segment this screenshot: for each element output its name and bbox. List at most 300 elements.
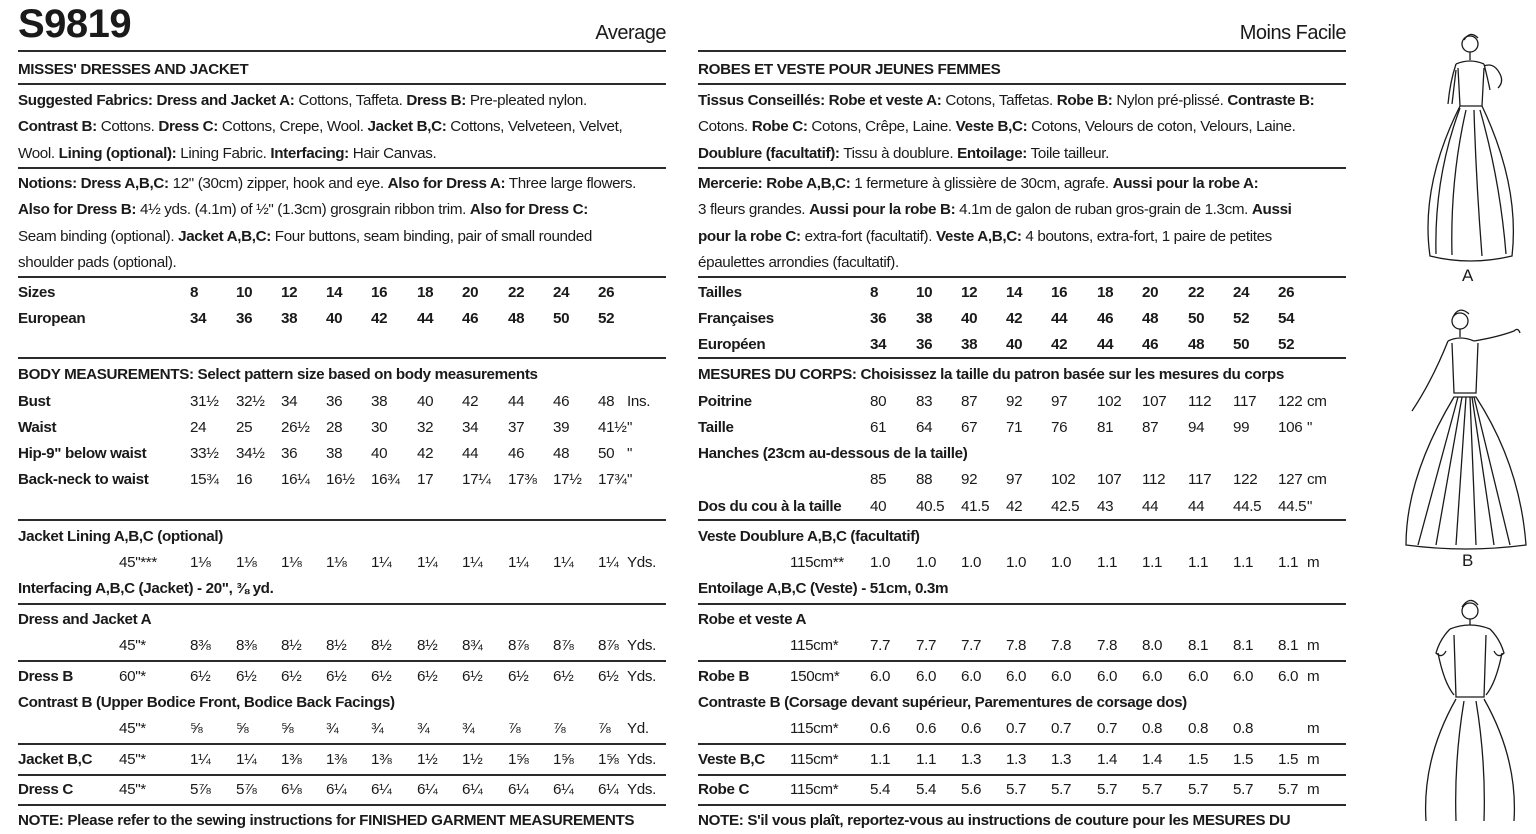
table-cell: 50 [598, 445, 615, 462]
table-cell: 99 [1233, 419, 1250, 436]
unit-label: " [627, 471, 633, 488]
table-cell: ¾ [326, 720, 339, 737]
table-cell: 0.8 [1233, 720, 1254, 737]
table-cell: 34 [190, 310, 207, 327]
bold-run: Robe B: [1056, 92, 1113, 109]
table-cell: 7.7 [961, 637, 982, 654]
table-cell: 0.6 [916, 720, 937, 737]
table-cell: 1¼ [598, 554, 619, 571]
table-cell: 37 [508, 419, 525, 436]
table-cell: 92 [961, 471, 978, 488]
table-cell: 1.3 [1051, 751, 1072, 768]
table-cell: 0.8 [1188, 720, 1209, 737]
text-run: 4 boutons, extra-fort, 1 paire de petites [1021, 227, 1272, 245]
dress-c-row [18, 777, 666, 803]
dress-jacket-a-label: Dress and Jacket A [18, 611, 152, 628]
table-cell: 8½ [326, 637, 347, 654]
text-run: Toile tailleur. [1027, 144, 1109, 162]
interfacing-text: Interfacing A,B,C (Jacket) - 20", ⅜ yd. [18, 580, 274, 597]
divider [18, 519, 666, 521]
table-cell: 1.4 [1097, 751, 1118, 768]
unit-label: m [1307, 668, 1320, 685]
row-label: Robe C [698, 781, 750, 798]
table-cell: 6.0 [1142, 668, 1163, 685]
table-cell: 42 [1006, 310, 1023, 327]
table-cell: 24 [553, 284, 570, 301]
table-cell: 112 [1142, 471, 1166, 488]
table-cell: 44 [462, 445, 479, 462]
text-line [18, 224, 666, 250]
table-cell: 6½ [281, 668, 302, 685]
european-label: European [18, 310, 86, 327]
table-cell: 8.0 [1142, 637, 1163, 654]
unit-label: m [1307, 720, 1320, 737]
text-line [18, 141, 666, 167]
text-run: 3 fleurs grandes. [698, 201, 810, 219]
figure-label-b: B [1462, 551, 1474, 570]
row-label: Taille [698, 419, 734, 436]
table-cell: 41½ [598, 419, 627, 436]
table-cell: 40 [961, 310, 978, 327]
table-cell: 6¼ [598, 781, 619, 798]
fabric-width: 45"* [119, 751, 146, 768]
table-cell: 43 [1097, 498, 1114, 515]
robe-b-row [698, 664, 1346, 690]
table-cell: 127 [1278, 471, 1303, 488]
unit-label: m [1307, 781, 1320, 798]
table-cell: 1.0 [1006, 554, 1027, 571]
table-cell: 46 [1097, 310, 1114, 327]
robe-veste-a-label: Robe et veste A [698, 611, 807, 628]
table-cell: 8½ [417, 637, 438, 654]
hip-row [18, 441, 666, 467]
divider [18, 774, 666, 776]
table-cell: 40 [1006, 336, 1023, 353]
table-cell: 6¼ [326, 781, 347, 798]
table-cell: 7.8 [1006, 637, 1027, 654]
mercerie [698, 171, 1346, 277]
table-cell: 1.1 [1097, 554, 1118, 571]
dos-row [698, 494, 1346, 520]
table-cell: 6½ [371, 668, 392, 685]
table-cell: 48 [553, 445, 570, 462]
table-cell: 6.0 [1278, 668, 1299, 685]
table-cell: 1.4 [1142, 751, 1163, 768]
table-cell: 1⅜ [371, 751, 392, 768]
divider [698, 83, 1346, 85]
veste-bc-row [698, 747, 1346, 773]
text-run: Wool. [18, 144, 59, 162]
hanches-label: Hanches (23cm au-dessous de la taille) [698, 445, 968, 462]
table-cell: 32 [417, 419, 434, 436]
table-cell: 15¾ [190, 471, 219, 488]
divider [18, 357, 666, 359]
divider [18, 743, 666, 745]
unit-label: Yds. [627, 554, 656, 571]
table-cell: 1⅝ [553, 751, 574, 768]
table-cell: 7.7 [916, 637, 937, 654]
entoilage-text: Entoilage A,B,C (Veste) - 51cm, 0.3m [698, 580, 949, 597]
table-cell: 6¼ [371, 781, 392, 798]
table-cell: 1.0 [870, 554, 891, 571]
table-cell: 5.7 [1142, 781, 1163, 798]
text-line [698, 88, 1346, 114]
pattern-number: S9819 [18, 2, 132, 46]
text-run: extra-fort (facultatif). [800, 227, 936, 245]
text-run: Cottons. [96, 118, 159, 136]
table-cell: 85 [870, 471, 887, 488]
table-cell: 46 [462, 310, 479, 327]
table-cell: 16 [1051, 284, 1068, 301]
bold-run: Veste A,B,C: [935, 227, 1022, 245]
table-cell: 1.1 [1233, 554, 1254, 571]
table-cell: 52 [1233, 310, 1250, 327]
divider [18, 167, 666, 169]
table-cell: 6⅛ [281, 781, 302, 798]
text-line [698, 250, 1346, 276]
table-cell: 52 [598, 310, 615, 327]
table-cell: 122 [1233, 471, 1258, 488]
table-cell: 17⅜ [508, 471, 537, 488]
table-cell: 6½ [190, 668, 211, 685]
divider [698, 660, 1346, 662]
difficulty-label: Moins Facile [1239, 22, 1346, 44]
table-cell: 1.3 [1006, 751, 1027, 768]
table-cell: ¾ [371, 720, 384, 737]
table-cell: 33½ [190, 445, 219, 462]
text-line [698, 114, 1346, 140]
figure-label-a: A [1462, 266, 1474, 285]
table-cell: 1.0 [961, 554, 982, 571]
table-cell: 17 [417, 471, 434, 488]
table-cell: 52 [1278, 336, 1295, 353]
text-run: Nylon pré-plissé. [1112, 92, 1228, 109]
table-cell: 80 [870, 393, 887, 410]
table-cell: 44 [1188, 498, 1205, 515]
table-cell: 16 [371, 284, 388, 301]
table-cell: 38 [281, 310, 298, 327]
table-cell: 5.7 [1188, 781, 1209, 798]
jacket-lining-label: Jacket Lining A,B,C (optional) [18, 528, 223, 545]
bold-run: Jacket A,B,C: [178, 227, 271, 245]
table-cell: 8⅞ [598, 637, 619, 654]
table-cell: 87 [961, 393, 978, 410]
table-cell: 1⅛ [281, 554, 302, 571]
table-cell: 97 [1051, 393, 1068, 410]
table-cell: 40.5 [916, 498, 945, 515]
table-cell: 44 [508, 393, 525, 410]
suggested-fabrics [18, 88, 666, 167]
table-cell: 7.8 [1097, 637, 1118, 654]
bust-row [18, 389, 666, 415]
table-cell: 5.4 [916, 781, 937, 798]
fabric-width: 150cm* [790, 668, 840, 685]
fabric-width: 45"* [119, 637, 146, 654]
table-cell: 1¼ [462, 554, 483, 571]
table-cell: 22 [508, 284, 525, 301]
unit-label: Ins. [627, 393, 651, 410]
table-cell: 36 [326, 393, 343, 410]
table-cell: 1¼ [508, 554, 529, 571]
table-cell: 48 [1188, 336, 1205, 353]
table-cell: 6.0 [961, 668, 982, 685]
table-cell: 12 [281, 284, 298, 301]
robe-c-row [698, 777, 1346, 803]
text-run: Pre-pleated nylon. [466, 92, 587, 109]
bold-run: Also for Dress B: [18, 201, 137, 219]
table-cell: 97 [1006, 471, 1023, 488]
table-cell: 8⅞ [508, 637, 529, 654]
tailles-row [698, 280, 1346, 306]
divider [698, 357, 1346, 359]
table-cell: 16¼ [281, 471, 310, 488]
table-cell: 6½ [462, 668, 483, 685]
text-run: Lining Fabric. [176, 144, 271, 162]
table-cell: 20 [1142, 284, 1159, 301]
text-run: Cottons, Crepe, Wool. [218, 118, 368, 136]
table-cell: 42 [1006, 498, 1023, 515]
text-run: 12" (30cm) zipper, hook and eye. [168, 175, 388, 192]
table-cell: 46 [1142, 336, 1159, 353]
bold-run: Veste B,C: [955, 118, 1028, 136]
text-line [698, 197, 1346, 223]
unit-label: Yds. [627, 781, 656, 798]
table-cell: 5.7 [1051, 781, 1072, 798]
table-cell: ⅞ [508, 720, 521, 737]
mesures-title: MESURES DU CORPS: Choisissez la taille du patron basée sur les mesures du corps [698, 366, 1284, 383]
table-cell: 6¼ [417, 781, 438, 798]
table-cell: 12 [961, 284, 978, 301]
table-cell: 18 [1097, 284, 1114, 301]
table-cell: ⅞ [598, 720, 611, 737]
europeen-label: Européen [698, 336, 766, 353]
table-cell: 6.0 [1233, 668, 1254, 685]
row-label: Poitrine [698, 393, 752, 410]
table-cell: 1⅜ [281, 751, 302, 768]
note-text: NOTE: S'il vous plaît, reportez-vous au instructions de couture pour les MESURES DU [698, 812, 1291, 829]
table-cell: 8½ [281, 637, 302, 654]
table-cell: 40 [870, 498, 887, 515]
divider [18, 50, 666, 52]
table-cell: 71 [1006, 419, 1023, 436]
bold-run: Lining (optional): [58, 144, 177, 162]
table-cell: 22 [1188, 284, 1205, 301]
text-run: shoulder pads (optional). [18, 254, 177, 272]
table-cell: 6¼ [508, 781, 529, 798]
table-cell: 5⅞ [190, 781, 211, 798]
table-cell: 5.7 [1006, 781, 1027, 798]
table-cell: 1⅛ [236, 554, 257, 571]
table-cell: 6½ [508, 668, 529, 685]
veste-doublure-label: Veste Doublure A,B,C (facultatif) [698, 528, 920, 545]
text-run: Cotons. [698, 118, 752, 136]
table-cell: 18 [417, 284, 434, 301]
table-cell: 5.4 [870, 781, 891, 798]
text-line [698, 141, 1346, 167]
table-cell: 40 [371, 445, 388, 462]
divider [18, 276, 666, 278]
unit-label: cm [1307, 471, 1327, 488]
text-run: Cotons, Velours de coton, Velours, Laine. [1027, 118, 1296, 136]
jacket-lining-row [18, 550, 666, 576]
table-cell: 8 [870, 284, 879, 301]
table-cell: 87 [1142, 419, 1159, 436]
table-cell: 6½ [326, 668, 347, 685]
table-cell: 0.7 [1097, 720, 1118, 737]
text-line [18, 197, 666, 223]
francaises-row [698, 306, 1346, 332]
table-cell: 34 [281, 393, 298, 410]
table-cell: 44.5 [1233, 498, 1262, 515]
text-run: Four buttons, seam binding, pair of small rounded [270, 227, 592, 245]
table-cell: 5.6 [961, 781, 982, 798]
text-line [18, 114, 666, 140]
text-run: épaulettes arrondies (facultatif). [698, 254, 899, 272]
table-cell: 44 [1097, 336, 1114, 353]
bold-run: pour la robe C: [698, 227, 801, 245]
table-cell: 1.1 [916, 751, 937, 768]
table-cell: 26 [598, 284, 615, 301]
table-cell: ⅝ [190, 720, 203, 737]
table-cell: 46 [508, 445, 525, 462]
bold-run: Dress C: [158, 118, 219, 136]
table-cell: 0.6 [961, 720, 982, 737]
table-cell: 1.5 [1233, 751, 1254, 768]
table-cell: 38 [961, 336, 978, 353]
table-cell: 1¼ [236, 751, 257, 768]
table-cell: 44 [417, 310, 434, 327]
text-line [18, 250, 666, 276]
fabric-width: 45"* [119, 781, 146, 798]
table-cell: 42 [417, 445, 434, 462]
table-cell: 50 [553, 310, 570, 327]
table-cell: 8⅜ [236, 637, 257, 654]
table-cell: 54 [1278, 310, 1295, 327]
bold-run: Mercerie: Robe A,B,C: [698, 175, 851, 192]
table-cell: 1¼ [417, 554, 438, 571]
contrast-b-row [18, 716, 666, 742]
tissus-conseilles [698, 88, 1346, 167]
bold-run: Contrast B: [18, 118, 97, 136]
table-cell: 26 [1278, 284, 1295, 301]
table-cell: 1.1 [1278, 554, 1299, 571]
row-label: Hip-9" below waist [18, 445, 147, 462]
table-cell: 40 [417, 393, 434, 410]
row-label: Bust [18, 393, 51, 410]
divider [18, 660, 666, 662]
table-cell: 40 [326, 310, 343, 327]
row-label: Dress B [18, 668, 73, 685]
dress-c-illustration [1398, 595, 1536, 821]
text-run: Cotons, Crêpe, Laine. [807, 118, 956, 136]
row-label: Jacket B,C [18, 751, 93, 768]
europeen-row [698, 332, 1346, 358]
fabric-width: 115cm* [790, 781, 839, 798]
table-cell: 1¼ [553, 554, 574, 571]
unit-label: m [1307, 751, 1320, 768]
text-line [18, 88, 666, 114]
table-cell: 50 [1233, 336, 1250, 353]
notions [18, 171, 666, 277]
bold-run: Aussi [1251, 201, 1292, 219]
table-cell: 8⅞ [553, 637, 574, 654]
table-cell: 88 [916, 471, 933, 488]
francaises-label: Françaises [698, 310, 774, 327]
unit-label: " [1307, 419, 1313, 436]
body-measurements-title: BODY MEASUREMENTS: Select pattern size based on body measurements [18, 366, 538, 383]
table-cell: 50 [1188, 310, 1205, 327]
bold-run: Doublure (facultatif): [698, 144, 840, 162]
row-label: Robe B [698, 668, 750, 685]
table-cell: 6.0 [870, 668, 891, 685]
table-cell: 1.1 [1188, 554, 1209, 571]
waist-row [18, 415, 666, 441]
section-title: ROBES ET VESTE POUR JEUNES FEMMES [698, 61, 1001, 78]
divider [698, 50, 1346, 52]
table-cell: 102 [1097, 393, 1122, 410]
fabric-width: 45"*** [119, 554, 157, 571]
row-label: Dress C [18, 781, 73, 798]
table-cell: 36 [916, 336, 933, 353]
contraste-b-row [698, 716, 1346, 742]
table-cell: 1¼ [190, 751, 211, 768]
table-cell: 6¼ [553, 781, 574, 798]
veste-doublure-row [698, 550, 1346, 576]
table-cell: 6½ [598, 668, 619, 685]
table-cell: 92 [1006, 393, 1023, 410]
divider [698, 519, 1346, 521]
table-cell: 6¼ [462, 781, 483, 798]
table-cell: 0.7 [1051, 720, 1072, 737]
fabric-width: 115cm** [790, 554, 844, 571]
table-cell: 48 [508, 310, 525, 327]
table-cell: 0.8 [1142, 720, 1163, 737]
table-cell: 5.7 [1097, 781, 1118, 798]
table-cell: 48 [598, 393, 615, 410]
table-cell: 41.5 [961, 498, 990, 515]
table-cell: 8 [190, 284, 199, 301]
table-cell: 6½ [553, 668, 574, 685]
difficulty-label: Average [595, 22, 666, 44]
table-cell: 28 [326, 419, 343, 436]
table-cell: 20 [462, 284, 479, 301]
table-cell: 6½ [236, 668, 257, 685]
table-cell: 6.0 [916, 668, 937, 685]
table-cell: 24 [1233, 284, 1250, 301]
unit-label: Yds. [627, 637, 656, 654]
table-cell: 5⅞ [236, 781, 257, 798]
bold-run: Aussi pour la robe A: [1112, 175, 1259, 192]
divider [18, 804, 666, 806]
table-cell: 8¾ [462, 637, 483, 654]
bold-run: Also for Dress A: [387, 175, 506, 192]
table-cell: 102 [1051, 471, 1076, 488]
divider [698, 804, 1346, 806]
bold-run: Tissus Conseillés: Robe et veste A: [698, 92, 942, 109]
table-cell: ⅝ [236, 720, 249, 737]
divider [698, 276, 1346, 278]
table-cell: 1.3 [961, 751, 982, 768]
table-cell: 1.0 [1051, 554, 1072, 571]
table-cell: 81 [1097, 419, 1114, 436]
divider [698, 603, 1346, 605]
table-cell: 1⅝ [598, 751, 619, 768]
table-cell: 117 [1188, 471, 1212, 488]
table-cell: 6½ [417, 668, 438, 685]
bold-run: Suggested Fabrics: Dress and Jacket A: [18, 92, 295, 109]
table-cell: 1.5 [1188, 751, 1209, 768]
fabric-width: 115cm* [790, 751, 839, 768]
